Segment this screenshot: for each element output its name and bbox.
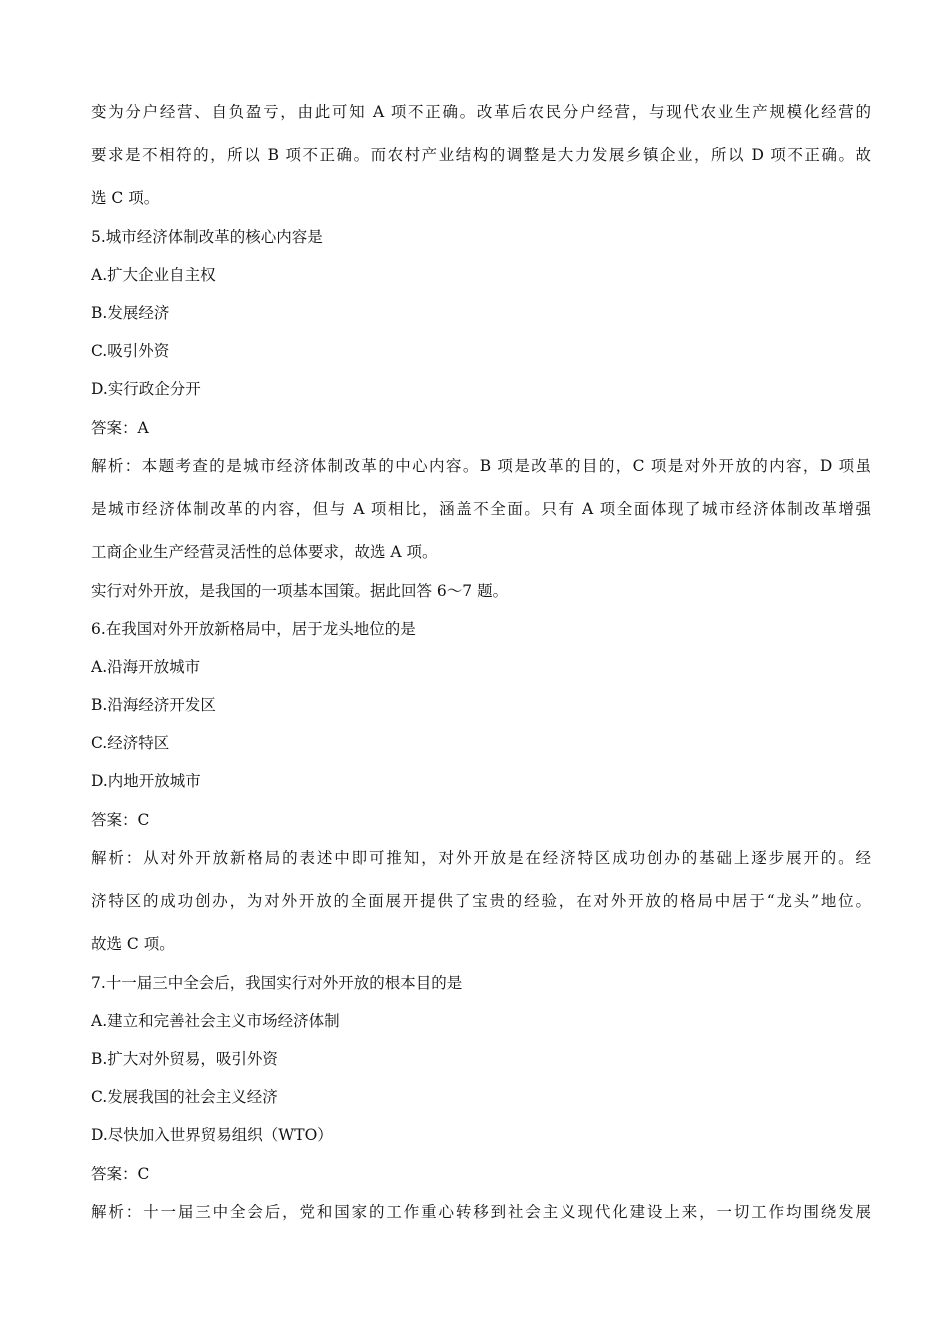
option-d: D.尽快加入世界贸易组织（WTO） (91, 1126, 333, 1144)
answer: 答案：C (91, 1165, 150, 1183)
question-stem: 6.在我国对外开放新格局中，居于龙头地位的是 (91, 620, 416, 638)
option-a: A.沿海开放城市 (91, 658, 201, 676)
explanation-line: 故选 C 项。 (91, 935, 175, 953)
option-a: A.建立和完善社会主义市场经济体制 (91, 1012, 340, 1030)
option-d: D.内地开放城市 (91, 772, 201, 790)
paragraph-line: 要求是不相符的，所以 B 项不正确。而农村产业结构的调整是大力发展乡镇企业，所以 D 项不正确。故 (91, 146, 871, 164)
option-d: D.实行政企分开 (91, 380, 201, 398)
option-a: A.扩大企业自主权 (91, 266, 216, 284)
explanation-line: 解析：本题考查的是城市经济体制改革的中心内容。B 项是改革的目的，C 项是对外开放的内容，D 项虽 (91, 457, 871, 475)
explanation-line: 济特区的成功创办，为对外开放的全面展开提供了宝贵的经验，在对外开放的格局中居于“龙头”地位。 (91, 892, 871, 910)
paragraph-line: 选 C 项。 (91, 189, 160, 207)
option-b: B.沿海经济开发区 (91, 696, 216, 714)
question-stem: 5.城市经济体制改革的核心内容是 (91, 228, 323, 246)
option-c: C.发展我国的社会主义经济 (91, 1088, 278, 1106)
explanation-line: 工商企业生产经营灵活性的总体要求，故选 A 项。 (91, 543, 438, 561)
answer: 答案：A (91, 419, 149, 437)
option-b: B.发展经济 (91, 304, 170, 322)
explanation-line: 是城市经济体制改革的内容，但与 A 项相比，涵盖不全面。只有 A 项全面体现了城市经济体制改革增强 (91, 500, 871, 518)
option-b: B.扩大对外贸易，吸引外资 (91, 1050, 278, 1068)
explanation-line: 解析：十一届三中全会后，党和国家的工作重心转移到社会主义现代化建设上来，一切工作均围绕发展 (91, 1203, 871, 1221)
question-stem: 7.十一届三中全会后，我国实行对外开放的根本目的是 (91, 974, 463, 992)
explanation-line: 解析：从对外开放新格局的表述中即可推知，对外开放是在经济特区成功创办的基础上逐步展开的。经 (91, 849, 871, 867)
answer: 答案：C (91, 811, 150, 829)
paragraph-line: 变为分户经营、自负盈亏，由此可知 A 项不正确。改革后农民分户经营，与现代农业生产规模化经营的 (91, 103, 871, 121)
option-c: C.吸引外资 (91, 342, 170, 360)
instruction-line: 实行对外开放，是我国的一项基本国策。据此回答 6～7 题。 (91, 582, 509, 600)
option-c: C.经济特区 (91, 734, 170, 752)
